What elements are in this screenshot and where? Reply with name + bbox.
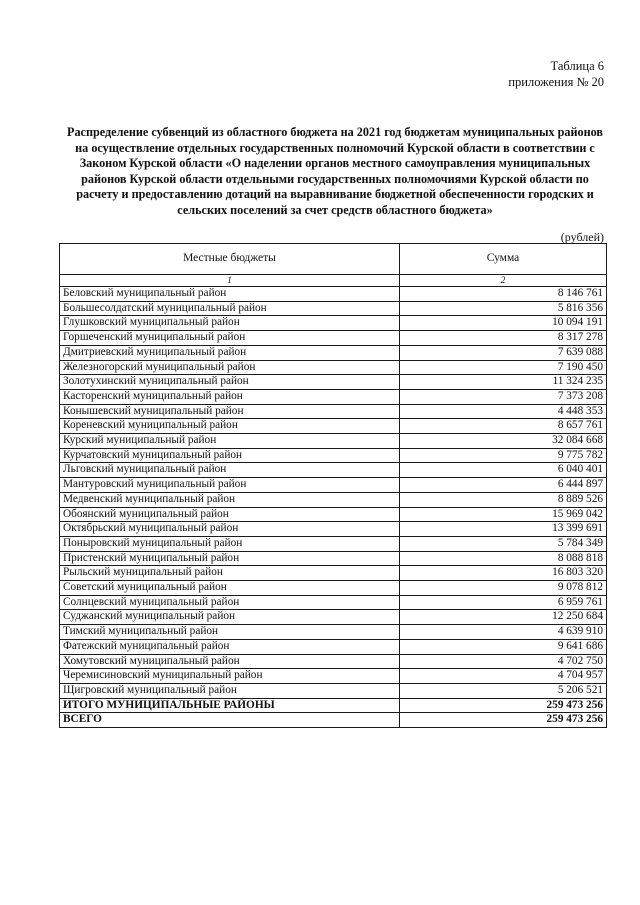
table-header-row — [60, 244, 607, 275]
column-number-2: 2 — [400, 275, 607, 287]
district-name: Советский муниципальный район — [60, 581, 400, 596]
district-amount: 4 448 353 — [400, 404, 607, 419]
district-amount: 6 444 897 — [400, 478, 607, 493]
district-name: Поныровский муниципальный район — [60, 536, 400, 551]
district-amount: 7 190 450 — [400, 360, 607, 375]
table-row — [60, 478, 607, 493]
district-name: Курский муниципальный район — [60, 434, 400, 449]
district-name: Кореневский муниципальный район — [60, 419, 400, 434]
table-row — [60, 448, 607, 463]
units-label: (рублей) — [560, 230, 604, 244]
district-name: Горшеченский муниципальный район — [60, 331, 400, 346]
table-reference-block — [508, 58, 604, 90]
subtotal-row — [60, 698, 607, 713]
table-row — [60, 375, 607, 390]
table-row — [60, 301, 607, 316]
district-name: Золотухинский муниципальный район — [60, 375, 400, 390]
table-row — [60, 507, 607, 522]
district-name: Конышевский муниципальный район — [60, 404, 400, 419]
district-name: Черемисиновский муниципальный район — [60, 669, 400, 684]
district-amount: 16 803 320 — [400, 566, 607, 581]
table-row — [60, 463, 607, 478]
district-name: Большесолдатский муниципальный район — [60, 301, 400, 316]
district-amount: 9 775 782 — [400, 448, 607, 463]
district-name: Рыльский муниципальный район — [60, 566, 400, 581]
district-name: Мантуровский муниципальный район — [60, 478, 400, 493]
district-name: Хомутовский муниципальный район — [60, 654, 400, 669]
table-row — [60, 345, 607, 360]
district-amount: 8 088 818 — [400, 551, 607, 566]
table-row — [60, 683, 607, 698]
district-name: Пристенский муниципальный район — [60, 551, 400, 566]
total-row — [60, 713, 607, 728]
district-amount: 9 641 686 — [400, 639, 607, 654]
table-row — [60, 639, 607, 654]
column-header-amount: Сумма — [400, 244, 607, 275]
table-row — [60, 581, 607, 596]
district-amount: 8 657 761 — [400, 419, 607, 434]
column-header-local-budgets: Местные бюджеты — [60, 244, 400, 275]
appendix-number: приложения № 20 — [508, 75, 604, 89]
district-name: Солнцевский муниципальный район — [60, 595, 400, 610]
total-amount: 259 473 256 — [400, 713, 607, 728]
district-amount: 4 639 910 — [400, 625, 607, 640]
subtotal-amount: 259 473 256 — [400, 698, 607, 713]
district-name: Касторенский муниципальный район — [60, 389, 400, 404]
district-amount: 11 324 235 — [400, 375, 607, 390]
district-amount: 7 373 208 — [400, 389, 607, 404]
table-row — [60, 434, 607, 449]
table-row — [60, 360, 607, 375]
district-name: Беловский муниципальный район — [60, 287, 400, 302]
total-label: ВСЕГО — [60, 713, 400, 728]
table-row — [60, 654, 607, 669]
district-amount: 10 094 191 — [400, 316, 607, 331]
district-amount: 8 889 526 — [400, 492, 607, 507]
table-row — [60, 522, 607, 537]
column-number-1: 1 — [60, 275, 400, 287]
district-amount: 6 959 761 — [400, 595, 607, 610]
district-amount: 5 784 349 — [400, 536, 607, 551]
budget-table — [59, 243, 607, 728]
table-row — [60, 419, 607, 434]
table-row — [60, 551, 607, 566]
district-amount: 7 639 088 — [400, 345, 607, 360]
district-amount: 5 206 521 — [400, 683, 607, 698]
district-name: Фатежский муниципальный район — [60, 639, 400, 654]
district-amount: 9 078 812 — [400, 581, 607, 596]
district-amount: 6 040 401 — [400, 463, 607, 478]
district-amount: 12 250 684 — [400, 610, 607, 625]
district-amount: 13 399 691 — [400, 522, 607, 537]
table-row — [60, 287, 607, 302]
district-amount: 8 317 278 — [400, 331, 607, 346]
district-name: Железногорский муниципальный район — [60, 360, 400, 375]
table-row — [60, 404, 607, 419]
district-amount: 4 702 750 — [400, 654, 607, 669]
subtotal-label: ИТОГО МУНИЦИПАЛЬНЫЕ РАЙОНЫ — [60, 698, 400, 713]
table-row — [60, 331, 607, 346]
table-number: Таблица 6 — [550, 59, 604, 73]
district-name: Обоянский муниципальный район — [60, 507, 400, 522]
district-name: Льговский муниципальный район — [60, 463, 400, 478]
district-name: Курчатовский муниципальный район — [60, 448, 400, 463]
district-name: Медвенский муниципальный район — [60, 492, 400, 507]
table-body — [60, 287, 607, 699]
district-name: Дмитриевский муниципальный район — [60, 345, 400, 360]
district-name: Глушковский муниципальный район — [60, 316, 400, 331]
district-amount: 15 969 042 — [400, 507, 607, 522]
document-title: Распределение субвенций из областного бюджета на 2021 год бюджетам муниципальных районов на осуществление отдельных государственных полномочий Курской области в соответствии с Законом Курской области «О наделении органов местного самоуправления муниципальных районов Курской области отдельными государственных полномочиями Курской области по расчету и предоставлению дотаций на выравнивание бюджетной обеспеченности городских и сельских поселений за счет средств областного бюджета» — [67, 125, 603, 217]
district-name: Щигровский муниципальный район — [60, 683, 400, 698]
district-amount: 32 084 668 — [400, 434, 607, 449]
table-row — [60, 595, 607, 610]
table-row — [60, 625, 607, 640]
table-row — [60, 610, 607, 625]
district-amount: 4 704 957 — [400, 669, 607, 684]
district-name: Октябрьский муниципальный район — [60, 522, 400, 537]
table-row — [60, 316, 607, 331]
district-amount: 8 146 761 — [400, 287, 607, 302]
table-row — [60, 389, 607, 404]
table-row — [60, 566, 607, 581]
table-row — [60, 536, 607, 551]
district-amount: 5 816 356 — [400, 301, 607, 316]
column-number-row — [60, 275, 607, 287]
district-name: Суджанский муниципальный район — [60, 610, 400, 625]
district-name: Тимский муниципальный район — [60, 625, 400, 640]
table-row — [60, 492, 607, 507]
table-row — [60, 669, 607, 684]
